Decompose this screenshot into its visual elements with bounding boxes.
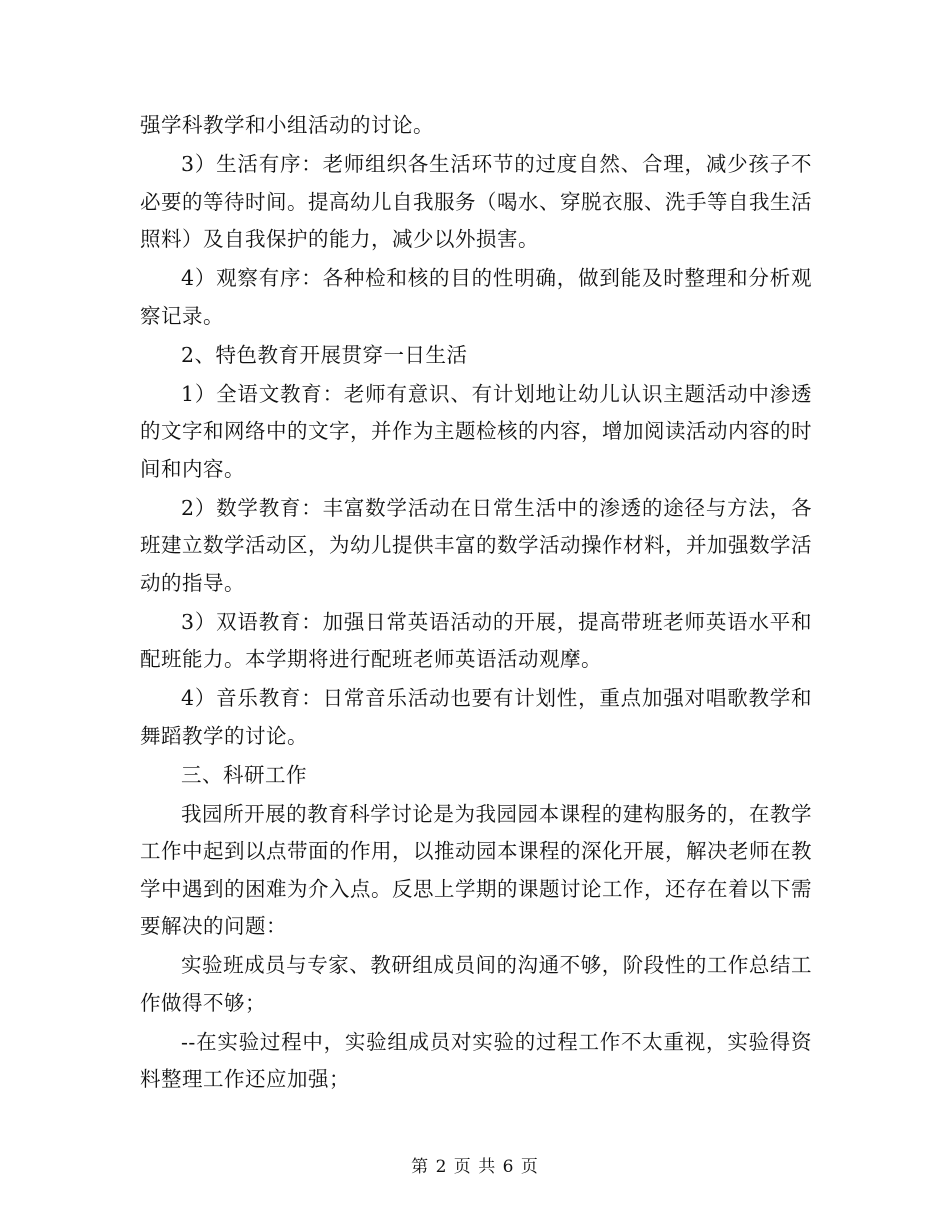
paragraph: 3）生活有序：老师组织各生活环节的过度自然、合理，减少孩子不必要的等待时间。提高幼儿自我服务（喝水、穿脱衣服、洗手等自我生活照料）及自我保护的能力，减少以外损害。 [140,152,812,251]
paragraph: 4）观察有序：各种检和核的目的性明确，做到能及时整理和分析观察记录。 [140,266,812,328]
paragraph: 2）数学教育：丰富数学活动在日常生活中的渗透的途径与方法，各班建立数学活动区，为幼儿提供丰富的数学活动操作材料，并加强数学活动的指导。 [140,495,812,595]
paragraph: 3）双语教育：加强日常英语活动的开展，提高带班老师英语水平和配班能力。本学期将进行配班老师英语活动观摩。 [140,609,812,671]
paragraph: 4）音乐教育：日常音乐活动也要有计划性，重点加强对唱歌教学和舞蹈教学的讨论。 [140,686,812,748]
paragraph: 强学科教学和小组活动的讨论。 [140,113,434,137]
body-text [140,107,812,1100]
paragraph: 实验班成员与专家、教研组成员间的沟通不够，阶段性的工作总结工作做得不够； [140,953,812,1015]
section-heading: 三、科研工作 [181,762,307,787]
paragraph: --在实验过程中，实验组成员对实验的过程工作不太重视，实验得资料整理工作还应加强； [140,1029,812,1091]
paragraph: 1）全语文教育：老师有意识、有计划地让幼儿认识主题活动中渗透的文字和网络中的文字，并作为主题检核的内容，增加阅读活动内容的时间和内容。 [140,381,812,481]
section-heading: 2、特色教育开展贯穿一日生活 [181,342,468,367]
page-footer: 第 2 页 共 6 页 [411,1157,539,1177]
paragraph: 我园所开展的教育科学讨论是为我园园本课程的建构服务的，在教学工作中起到以点带面的作用，以推动园本课程的深化开展，解决老师在教学中遇到的困难为介入点。反思上学期的课题讨论工作，还存在着以下需要解决的问题： [140,801,812,938]
